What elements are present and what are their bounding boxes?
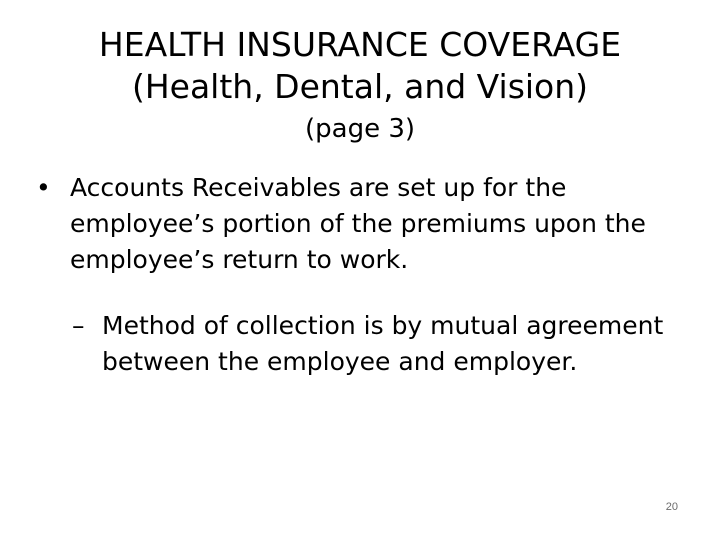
bullet-marker: • xyxy=(36,173,51,202)
bullet-item xyxy=(36,170,686,278)
page-number: 20 xyxy=(665,501,678,513)
slide-title xyxy=(40,24,680,146)
sub-bullet-marker: – xyxy=(72,311,85,340)
sub-bullet-text: Method of collection is by mutual agreement between the employee and employer. xyxy=(102,311,664,376)
title-line-1: HEALTH INSURANCE COVERAGE xyxy=(98,25,622,64)
title-line-2: (Health, Dental, and Vision) xyxy=(131,67,589,106)
slide-subtitle: (page 3) xyxy=(304,114,416,144)
sub-bullet-item xyxy=(72,308,672,380)
bullet-text: Accounts Receivables are set up for the employee’s portion of the premiums upon the employee’s return to work. xyxy=(70,173,646,274)
